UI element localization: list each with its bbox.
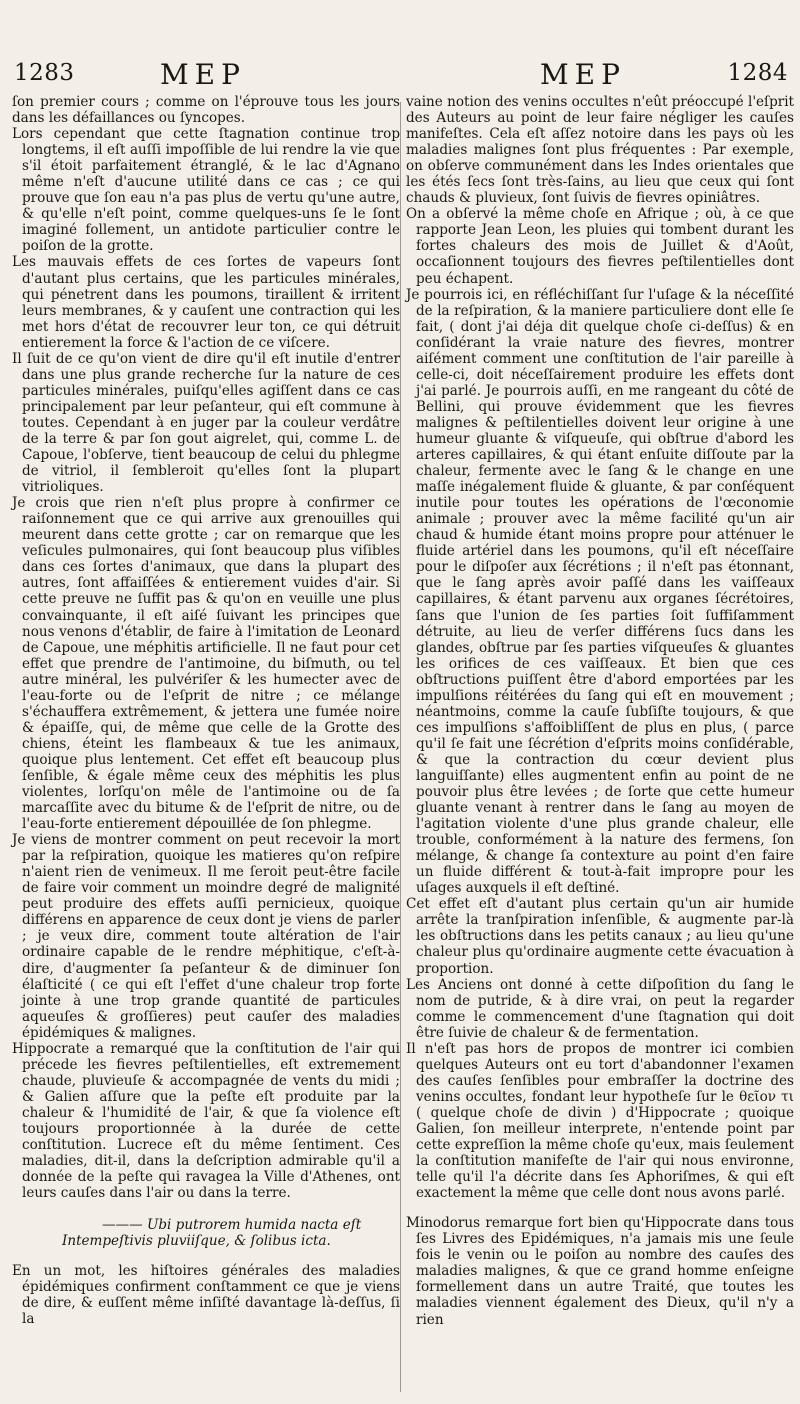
paragraph: On a obſervé la même choſe en Afrique ; où, à ce que rapporte Jean Leon, les pluies qui tombent durant les fortes chaleurs des mois de Juillet & d'Août, occaſionnent toujours des fievres peſtilentielles dont peu échapent. xyxy=(406,206,794,287)
page-number-right: 1284 xyxy=(727,60,788,86)
paragraph: Cet effet eſt d'autant plus certain qu'un air humide arrête la tranſpiration inſenſible, & augmente par-là les obſtructions dans les petits canaux ; au lieu qu'une chaleur plus qu'ordinaire augmente cette évacuation à proportion. xyxy=(406,896,794,977)
paragraph: Les Anciens ont donné à cette diſpoſition du ſang le nom de putride, & à dire vrai, on peut la regarder comme le commencement d'une ſtagnation qui doit être ſuivie de chaleur & de fermentation. xyxy=(406,976,794,1041)
paragraph: Je crois que rien n'eſt plus propre à confirmer ce raiſonnement que ce qui arrive aux grenouilles qui meurent dans cette grotte ; car on remarque que les veſicules pulmonaires, qui ſont beaucoup plus viſibles dans ces ſortes d'animaux, que dans la plupart des autres, ſont affaiſſées & entierement vuides d'air. Si cette preuve ne ſuffit pas & qu'on en veuille une plus convainquante, il eſt aiſé ſuivant les principes que nous venons d'établir, de faire à l'imitation de Leonard de Capoue, une méphitis artificielle. Il ne faut pour cet effet que prendre de l'antimoine, du biſmuth, ou tel autre minéral, les pulvériſer & les humecter avec de l'eau-forte ou de l'eſprit de nitre ; ce mélange s'échauffera extrêmement, & jettera une fumée noire & épaiſſe, qui, de même que celle de la Grotte des chiens, éteint les flambeaux & tue les animaux, quoique plus lentement. Cet effet eſt beaucoup plus ſenſible, & égale même ceux des méphitis les plus violentes, lorſqu'on mêle de l'antimoine ou de ſa marcaſſite avec du bitume & de l'eſprit de nitre, ou de l'eau-forte entierement dépouillée de ſon phlegme. xyxy=(12,495,400,833)
column-divider xyxy=(400,102,401,1392)
left-column xyxy=(12,94,400,1328)
paragraph: Lors cependant que cette ſtagnation continue trop longtems, il eſt auſſi impoſſible de lui rendre la vie que s'il étoit parfaitement étranglé, & le lac d'Agnano même n'eſt d'aucune utilité dans ce cas ; ce qui prouve que ſon eau n'a pas plus de vertu qu'une autre, & qu'elle n'eſt point, comme quelques-uns ſe le ſont imaginé follement, un antidote particulier contre le poiſon de la grotte. xyxy=(12,126,400,255)
running-head-left: MEP xyxy=(160,58,246,91)
quotation-line: Intempeſtivis pluviiſque, & ſolibus icta. xyxy=(62,1233,331,1250)
running-head-right: MEP xyxy=(540,58,626,91)
paragraph: Je pourrois ici, en réfléchiſſant ſur l'uſage & la néceſſité de la reſpiration, & la maniere particuliere dont elle ſe fait, ( dont j'ai déja dit quelque choſe ci-deſſus) & en conſidérant la vraie nature des fievres, montrer aiſément comment une conſtitution de l'air pareille à celle-ci, doit néceſſairement produire les effets dont j'ai parlé. Je pourrois auſſi, en me rangeant du côté de Bellini, qui prouve évidemment que les fievres malignes & peſtilentielles doivent leur origine à une humeur gluante & viſqueuſe, qui obſtrue d'abord les arteres capillaires, & qui étant enſuite diſſoute par la chaleur, fermente avec le ſang & le change en une maſſe inégalement fluide & gluante, & par conſéquent inutile pour toutes les opérations de l'œconomie animale ; prouver avec la même facilité qu'un air chaud & humide étant moins propre pour atténuer le fluide artériel dans les poumons, qu'il eſt néceſſaire pour le diſpoſer aux ſécrétions ; il n'eſt pas étonnant, que le ſang après avoir paſſé dans les vaiſſeaux capillaires, & étant parvenu aux organes ſécrétoires, ſans que l'union de ſes parties ſoit ſuffiſamment détruite, au lieu de verſer différens ſucs dans les glandes, obſtrue par ſes parties viſqueuſes & gluantes les orifices de ces vaiſſeaux. Et bien que ces obſtructions puiſſent être d'abord emportées par les impulſions réitérées du ſang qui eſt en mouvement ; néantmoins, comme la cauſe ſubſiſte toujours, & que ces impulſions s'affoibliſſent de plus en plus, ( parce qu'il ſe fait une ſécrétion d'eſprits moins conſidérable, & que la contraction du cœur devient plus languiſſante) elles augmentent enfin au point de ne pouvoir plus être levées ; de ſorte que cette humeur gluante venant à rentrer dans le ſang au moyen de l'agitation violente d'une plus grande chaleur, elle trouble, conformément à la nature des fermens, ſon mélange, & change ſa contexture au point d'en faire un fluide différent & tout-à-fait impropre pour les uſages auxquels il eſt deſtiné. xyxy=(406,286,794,897)
right-column xyxy=(406,94,794,1328)
paragraph: Minodorus remarque fort bien qu'Hippocrate dans tous ſes Livres des Epidémiques, n'a jamais mis une ſeule fois le venin ou le poiſon au nombre des cauſes des maladies malignes, & que ce grand homme enſeigne formellement dans un autre Traité, que toutes les maladies viennent également des Dieux, qu'il n'y a rien xyxy=(406,1215,794,1328)
paragraph: En un mot, les hiſtoires générales des maladies épidémiques confirment conſtamment ce que je viens de dire, & euſſent même inſiſté davantage là-deſſus, ſi la xyxy=(12,1263,400,1328)
paragraph: Il n'eſt pas hors de propos de montrer ici combien quelques Auteurs ont eu tort d'abandonner l'examen des cauſes ſenſibles pour embraſſer la doctrine des venins occultes, fondant leur hypotheſe ſur le θεῖον τι ( quelque choſe de divin ) d'Hippocrate ; quoique Galien, ſon meilleur interprete, n'entende point par cette expreſſion la même choſe qu'eux, mais ſeulement la conſtitution manifeſte de l'air qui nous environne, telle qu'il l'a décrite dans ſes Aphoriſmes, & qui eſt exactement la même que celle dont nous avons parlé. xyxy=(406,1040,794,1202)
page-header xyxy=(0,58,800,94)
paragraph: Je viens de montrer comment on peut recevoir la mort par la reſpiration, quoique les matieres qu'on reſpire n'aient rien de venimeux. Il me ſeroit peut-être facile de faire voir comment un moindre degré de malignité peut produire des effets auſſi pernicieux, quoique différens en apparence de ceux dont je viens de parler ; je veux dire, comment toute altération de l'air ordinaire capable de le rendre méphitique, c'eſt-à-dire, d'augmenter ſa peſanteur & de diminuer ſon élaſticité ( ce qui eſt l'effet d'une chaleur trop forte jointe à une trop grande quantité de particules aqueuſes & groſſieres) peut cauſer des maladies épidémiques & malignes. xyxy=(12,832,400,1041)
paragraph-gap xyxy=(406,1201,794,1215)
paragraph: Hippocrate a remarqué que la conſtitution de l'air qui précede les fievres peſtilentielles, eſt extremement chaude, pluvieuſe & accompagnée de vents du midi ; & Galien aſſure que la peſte eſt produite par la chaleur & l'humidité de l'air, & que ſa violence eſt toujours proportionnée à la durée de cette conſtitution. Lucrece eſt du même ſentiment. Ces maladies, dit-il, dans la deſcription admirable qu'il a donnée de la peſte qui ravagea la Ville d'Athenes, ont leurs cauſes dans l'air ou dans la terre. xyxy=(12,1040,400,1202)
page-number-left: 1283 xyxy=(14,60,75,86)
paragraph: Les mauvais effets de ces ſortes de vapeurs ſont d'autant plus certains, que les particules minérales, qui pénetrent dans les poumons, tiraillent & irritent leurs membranes, & y cauſent une contraction qui les met hors d'état de recouvrer leur ton, ce qui détruit entierement la force & l'action de ce viſcere. xyxy=(12,254,400,351)
paragraph: vaine notion des venins occultes n'eût préoccupé l'eſprit des Auteurs au point de leur faire négliger les cauſes manifeſtes. Cela eſt aſſez notoire dans les pays où les maladies malignes ſont plus fréquentes : Par exemple, on obſerve communément dans les Indes orientales que les étés ſecs ſont très-ſains, au lieu que ceux qui ſont chauds & pluvieux, ſont ſuivis de fievres opiniâtres. xyxy=(406,94,794,207)
latin-quotation xyxy=(12,1217,400,1249)
paragraph: ſon premier cours ; comme on l'éprouve tous les jours dans les défaillances ou ſyncopes. xyxy=(12,94,400,127)
quotation-line: ——— Ubi putrorem humida nacta eſt xyxy=(102,1217,362,1234)
paragraph: Il ſuit de ce qu'on vient de dire qu'il eſt inutile d'entrer dans une plus grande recherche ſur la nature de ces particules minérales, puiſqu'elles agiſſent dans ce cas principalement par leur peſanteur, qui eſt commune à toutes. Cependant à en juger par la couleur verdâtre de la terre & par ſon gout aigrelet, qui, comme L. de Capoue, l'obſerve, tient beaucoup de celui du phlegme de vitriol, il ſembleroit qu'elles ſont la plupart vitrioliques. xyxy=(12,350,400,496)
